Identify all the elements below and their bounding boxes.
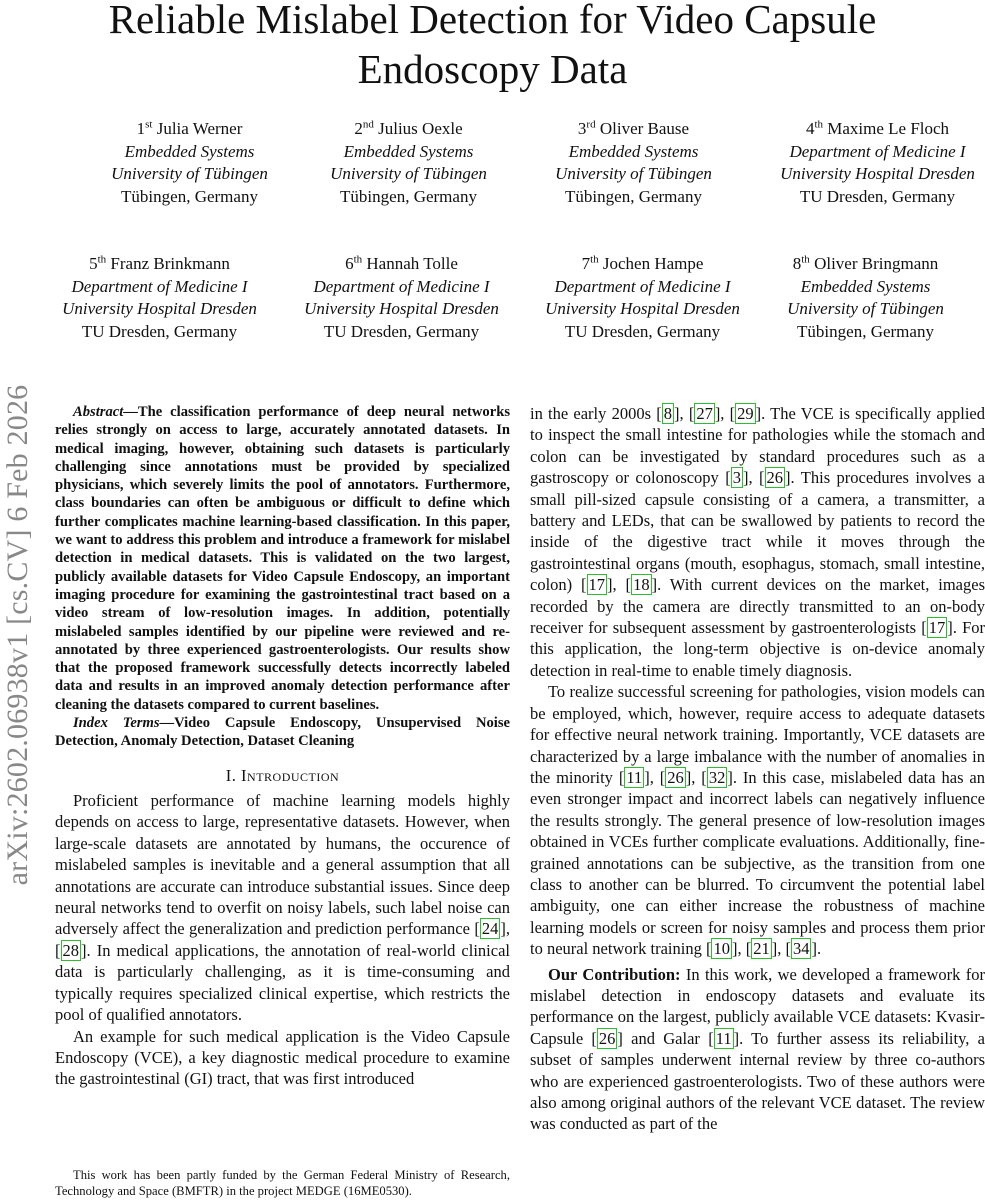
author-loc: Tübingen, Germany: [565, 186, 702, 206]
author-dept: Department of Medicine I: [554, 276, 731, 296]
author-loc: TU Dresden, Germany: [81, 321, 238, 341]
author-dept: Department of Medicine I: [71, 276, 248, 296]
author-dept: Embedded Systems: [568, 141, 699, 161]
citation-link[interactable]: 11: [626, 767, 643, 787]
author-block: [525, 253, 760, 343]
index-terms: Index Terms—Video Capsule Endoscopy, Unsupervised Noise Detection, Anomaly Detection, Dataset Cleaning: [55, 715, 511, 750]
citation-link[interactable]: 8: [663, 404, 672, 423]
author-name: 3rd Oliver Bause: [577, 118, 690, 138]
author-row-2: [0, 253, 985, 353]
contribution-label: Our Contribution:: [548, 964, 681, 984]
citation-link[interactable]: 26: [598, 1028, 616, 1048]
right-column: [530, 403, 985, 1135]
author-inst: University of Tübingen: [555, 164, 712, 183]
citation-link[interactable]: 11: [715, 1028, 732, 1048]
citation-link[interactable]: 3: [732, 468, 741, 488]
title-line-2: Endoscopy Data: [357, 46, 628, 92]
author-name: 1st Julia Werner: [136, 118, 243, 138]
author-name: 2nd Julius Oexle: [354, 118, 463, 138]
author-name: 8th Oliver Bringmann: [792, 253, 939, 273]
paper-title: [0, 0, 985, 94]
author-name: 5th Franz Brinkmann: [89, 253, 230, 273]
author-inst: University of Tübingen: [787, 299, 944, 318]
author-loc: Tübingen, Germany: [121, 186, 258, 206]
author-block: [748, 253, 983, 343]
author-dept: Department of Medicine I: [789, 141, 966, 161]
citation-link[interactable]: 29: [737, 404, 754, 423]
citation-link[interactable]: 26: [667, 767, 684, 787]
citation-link[interactable]: 28: [62, 940, 79, 960]
author-name: 6th Hannah Tolle: [345, 253, 458, 273]
author-inst: University Hospital Dresden: [304, 299, 499, 318]
title-line-1: Reliable Mislabel Detection for Video Capsule: [108, 0, 877, 42]
abstract: Abstract—The classification performance of deep neural networks relies strongly on access to large, accurately annotated datasets. In medical imaging, however, obtaining such datasets is particularly challenging since annotations must be provided by specialized physicians, which severely limits the pool of annotators. Furthermore, class boundaries can often be ambiguous or difficult to define which further complicates machine learning-based classification. In this paper, we want to address this problem and introduce a framework for mislabel detection in medical datasets. This is validated on the two largest, publicly available datasets for Video Capsule Endoscopy, an important imaging procedure for examining the gastrointestinal tract based on a video stream of low-resolution images. In addition, potentially mislabeled samples identified by our pipeline were reviewed and re-annotated by three experienced gastroenterologists. Our results show that the proposed framework successfully detects incorrectly labeled data and results in an improved anomaly detection performance after cleaning the datasets compared to current baselines.: [55, 404, 510, 713]
author-name: 4th Maxime Le Floch: [805, 118, 950, 138]
author-inst: University of Tübingen: [111, 164, 268, 183]
citation-link[interactable]: 17: [928, 618, 946, 638]
author-loc: TU Dresden, Germany: [564, 321, 721, 341]
intro-paragraph-1: Proficient performance of machine learning models highly depends on access to large, representative datasets. However, when large-scale datasets are annotated by humans, the occurence of mislabeled samples is inevitable and a general assumption that all annotations are accurate can introduce substantial issues. Since deep neural networks tend to overfit on noisy labels, such label noise can adversely affect the generalization and prediction performance [ 24 ], [ 28 ]. In medical applications, the annotation of real-world clinical data is particularly challenging, as it is time-consuming and typically requires specialized clinical expertise, which restricts the pool of qualified annotators.: [55, 791, 510, 1025]
author-block: [516, 118, 751, 208]
intro-paragraph-3: To realize successful screening for pathologies, vision models can be employed, which, however, require access to adequate datasets for effective neural network training. Importantly, VCE datasets are characterized by a large imbalance with the number of anomalies in the minority [ 11 ], [ 26 ], [ 32 ]. In this case, mislabeled data has an even stronger impact and incorrect labels can negatively influence the results strongly. The general presence of low-resolution images obtained in VCEs further complicate evaluations. Additionally, fine-grained annotations can be subjective, as the transition from one class to another can be blurred. To circumvent the potential label ambiguity, one can either increase the robustness of machine learning models or screen for noisy samples and process them prior to neural network training [ 10 ], [ 21 ], [ 34 ].: [530, 682, 985, 959]
author-dept: Department of Medicine I: [313, 276, 490, 296]
citation-link[interactable]: 18: [633, 575, 650, 595]
citation-link[interactable]: 26: [766, 468, 784, 488]
author-name: 7th Jochen Hampe: [581, 253, 704, 273]
left-column: [55, 403, 510, 1090]
intro-paragraph-continued: in the early 2000s [ 8 ], [ 27 ], [ 29 ]. The VCE is specifically applied to inspect the small intestine for pathologies while the stomach and colon can be investigated by standard procedures such as a gastroscopy or colonoscopy [ 3 ], [ 26 ]. This procedures involves a small pill-sized capsule consisting of a camera, a transmitter, a battery and LEDs, that can be swallowed by patients to record the inside of the digestive tract while it moves through the gastrointestinal organs (mouth, esophagus, stomach, small intestine, colon) [ 17 ], [ 18 ]. With current devices on the market, images recorded by the camera are directly transmitted to an on-body receiver for subsequent assessment by gastroenterologists [ 17 ]. For this application, the long-term objective is on-device anomaly detection in real-time to enable timely diagnosis.: [530, 404, 985, 680]
citation-link[interactable]: 27: [696, 404, 713, 423]
author-loc: Tübingen, Germany: [797, 321, 934, 341]
citation-link[interactable]: 24: [481, 919, 499, 939]
author-block: [760, 118, 985, 208]
author-row-1: [0, 118, 985, 218]
author-block: [42, 253, 277, 343]
footnote: This work has been partly funded by the German Federal Ministry of Research, Technology and Space (BMFTR) in the project MEDGE (16ME0530).: [55, 1168, 510, 1198]
author-loc: Tübingen, Germany: [340, 186, 477, 206]
author-inst: University Hospital Dresden: [780, 164, 975, 183]
author-dept: Embedded Systems: [800, 276, 931, 296]
citation-link[interactable]: 17: [588, 575, 606, 595]
citation-link[interactable]: 21: [753, 939, 770, 959]
author-inst: University of Tübingen: [330, 164, 487, 183]
author-loc: TU Dresden, Germany: [323, 321, 480, 341]
citation-link[interactable]: 10: [713, 939, 730, 959]
intro-paragraph-2: An example for such medical application is the Video Capsule Endoscopy (VCE), a key diagnostic medical procedure to examine the gastrointestinal (GI) tract, that was first introduced: [55, 1026, 510, 1089]
arxiv-stamp: arXiv:2602.06938v1 [cs.CV] 6 Feb 2026: [1, 384, 34, 886]
author-inst: University Hospital Dresden: [545, 299, 740, 318]
section-heading: I. Introduction: [225, 765, 340, 785]
author-block: [284, 253, 519, 343]
citation-link[interactable]: 34: [792, 939, 810, 959]
author-loc: TU Dresden, Germany: [799, 186, 956, 206]
author-block: [72, 118, 307, 208]
citation-link[interactable]: 32: [708, 767, 726, 787]
author-block: [291, 118, 526, 208]
author-dept: Embedded Systems: [343, 141, 474, 161]
author-dept: Embedded Systems: [124, 141, 255, 161]
author-inst: University Hospital Dresden: [62, 299, 257, 318]
contribution-paragraph: Our Contribution: In this work, we developed a framework for mislabel detection in endoscopy datasets and evaluate its performance on the largest, publicly available VCE datasets: Kvasir-Capsule [ 26 ] and Galar [ 11 ]. To further assess its reliability, a subset of samples underwent internal review by three co-authors who are experienced gastroenterologists. Two of these authors were also among original authors of the relevant VCE dataset. The review was conducted as part of the: [530, 964, 985, 1134]
